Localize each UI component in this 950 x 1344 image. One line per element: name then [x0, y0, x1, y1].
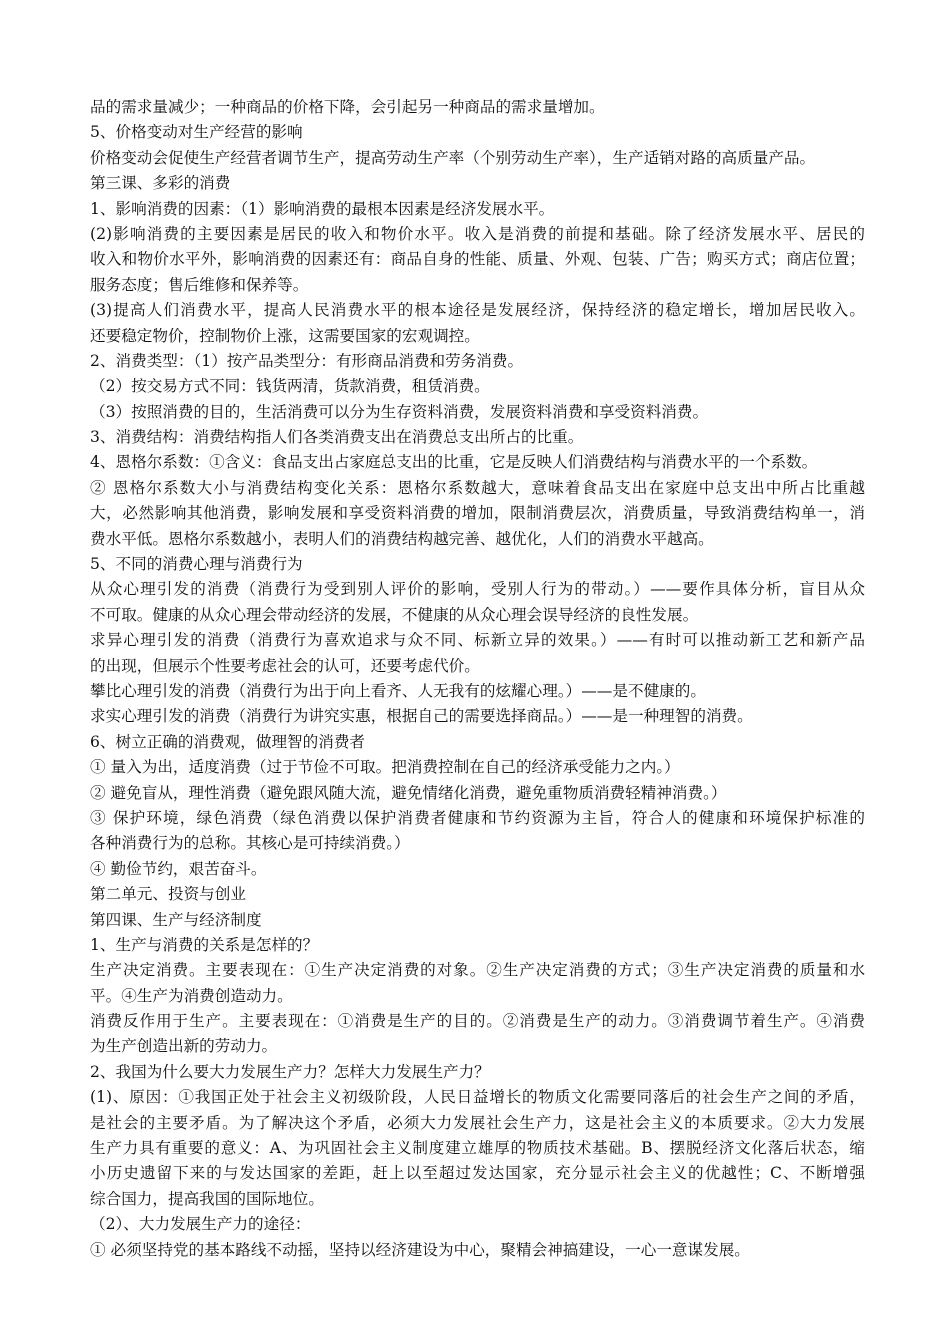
text-line: 价格变动会促使生产经营者调节生产，提高劳动生产率（个别劳动生产率），生产适销对路的高质量产品。	[90, 148, 816, 167]
text-line: 求实心理引发的消费（消费行为讲究实惠，根据自己的需要选择商品。）——是一种理智的消费。	[90, 707, 753, 726]
text-line: （2）、大力发展生产力的途径：	[90, 1215, 311, 1234]
text-line: 6、树立正确的消费观，做理智的消费者	[90, 732, 366, 751]
text-line: 的出现，但展示个性要考虑社会的认可，还要考虑代价。	[90, 656, 480, 675]
text-line: 小历史遗留下来的与发达国家的差距，赶上以至超过发达国家，充分显示社会主义的优越性；C、不断增强	[90, 1164, 865, 1183]
text-line: （3）按照消费的目的，生活消费可以分为生存资料消费，发展资料消费和享受资料消费。	[90, 402, 709, 421]
text-line: 2、我国为什么要大力发展生产力？怎样大力发展生产力？	[90, 1062, 490, 1081]
text-line: 求异心理引发的消费（消费行为喜欢追求与众不同、标新立异的效果。）——有时可以推动新工艺和新产品	[90, 631, 865, 650]
text-line: 是社会的主要矛盾。为了解决这个矛盾，必须大力发展社会生产力，这是社会主义的本质要求。②大力发展	[90, 1113, 865, 1132]
text-line: 大，必然影响其他消费，影响发展和享受资料消费的增加，限制消费层次，消费质量，导致消费结构单一，消	[90, 504, 865, 523]
text-line: 收入和物价水平外，影响消费的因素还有：商品自身的性能、质量、外观、包装、广告；购买方式；商店位置；	[90, 250, 865, 269]
text-line: 消费反作用于生产。主要表现在：①消费是生产的目的。②消费是生产的动力。③消费调节着生产。④消费	[90, 1012, 865, 1031]
text-line: 1、影响消费的因素：（1）影响消费的最根本因素是经济发展水平。	[90, 199, 555, 218]
text-line: (3)提高人们消费水平，提高人民消费水平的根本途径是发展经济，保持经济的稳定增长，增加居民收入。	[90, 301, 865, 320]
text-line: 品的需求量减少；一种商品的价格下降，会引起另一种商品的需求量增加。	[90, 98, 605, 116]
text-line: 从众心理引发的消费（消费行为受到别人评价的影响，受别人行为的带动。）——要作具体分析，盲目从众	[90, 580, 865, 599]
text-line: 4、恩格尔系数：①含义：食品支出占家庭总支出的比重，它是反映人们消费结构与消费水平的一个系数。	[90, 453, 818, 472]
text-line: 第四课、生产与经济制度	[90, 910, 262, 929]
text-line: (1)、原因：①我国正处于社会主义初级阶段，人民日益增长的物质文化需要同落后的社会生产之间的矛盾，	[90, 1088, 865, 1107]
document-page	[90, 95, 865, 1263]
text-line: ④ 勤俭节约，艰苦奋斗。	[90, 859, 267, 878]
text-line: 攀比心理引发的消费（消费行为出于向上看齐、人无我有的炫耀心理。）——是不健康的。	[90, 681, 706, 700]
text-line: ② 恩格尔系数大小与消费结构变化关系：恩格尔系数越大，意味着食品支出在家庭中总支出中所占比重越	[90, 478, 865, 497]
text-line: ① 量入为出，适度消费（过于节俭不可取。把消费控制在自己的经济承受能力之内。）	[90, 758, 680, 777]
text-line: 各种消费行为的总称。其核心是可持续消费。）	[90, 834, 410, 853]
text-line: 还要稳定物价，控制物价上涨，这需要国家的宏观调控。	[90, 326, 480, 345]
text-line: 3、消费结构：消费结构指人们各类消费支出在消费总支出所占的比重。	[90, 428, 584, 447]
text-line: 1、生产与消费的关系是怎样的？	[90, 935, 319, 954]
text-line: （2）按交易方式不同：钱货两清，货款消费，租赁消费。	[90, 377, 490, 396]
text-line: 5、不同的消费心理与消费行为	[90, 555, 303, 574]
text-line: ① 必须坚持党的基本路线不动摇，坚持以经济建设为中心，聚精会神搞建设，一心一意谋发展。	[90, 1240, 750, 1259]
text-line: 服务态度；售后维修和保养等。	[90, 275, 309, 294]
text-line: 费水平低。恩格尔系数越小，表明人们的消费结构越完善、越优化，人们的消费水平越高。	[90, 529, 714, 548]
text-line: 为生产创造出新的劳动力。	[90, 1037, 278, 1056]
text-line: 第三课、多彩的消费	[90, 174, 231, 193]
text-line: 不可取。健康的从众心理会带动经济的发展，不健康的从众心理会误导经济的良性发展。	[90, 605, 699, 624]
text-line: (2)影响消费的主要因素是居民的收入和物价水平。收入是消费的前提和基础。除了经济发展水平、居民的	[90, 224, 865, 243]
text-line: 5、价格变动对生产经营的影响	[90, 123, 303, 142]
text-line: 平。④生产为消费创造动力。	[90, 986, 293, 1005]
text-line: ② 避免盲从，理性消费（避免跟风随大流，避免情绪化消费，避免重物质消费轻精神消费。）	[90, 783, 727, 802]
text-line: 2、消费类型：（1）按产品类型分：有形商品消费和劳务消费。	[90, 351, 524, 370]
text-line: 生产决定消费。主要表现在：①生产决定消费的对象。②生产决定消费的方式；③生产决定消费的质量和水	[90, 961, 865, 980]
text-line: ③ 保护环境，绿色消费（绿色消费以保护消费者健康和节约资源为主旨，符合人的健康和环境保护标准的	[90, 808, 865, 827]
text-line: 第二单元、投资与创业	[90, 885, 246, 904]
text-line: 综合国力，提高我国的国际地位。	[90, 1189, 324, 1208]
text-line: 生产力具有重要的意义：A、为巩固社会主义制度建立雄厚的物质技术基础。B、摆脱经济文化落后状态，缩	[90, 1139, 865, 1158]
